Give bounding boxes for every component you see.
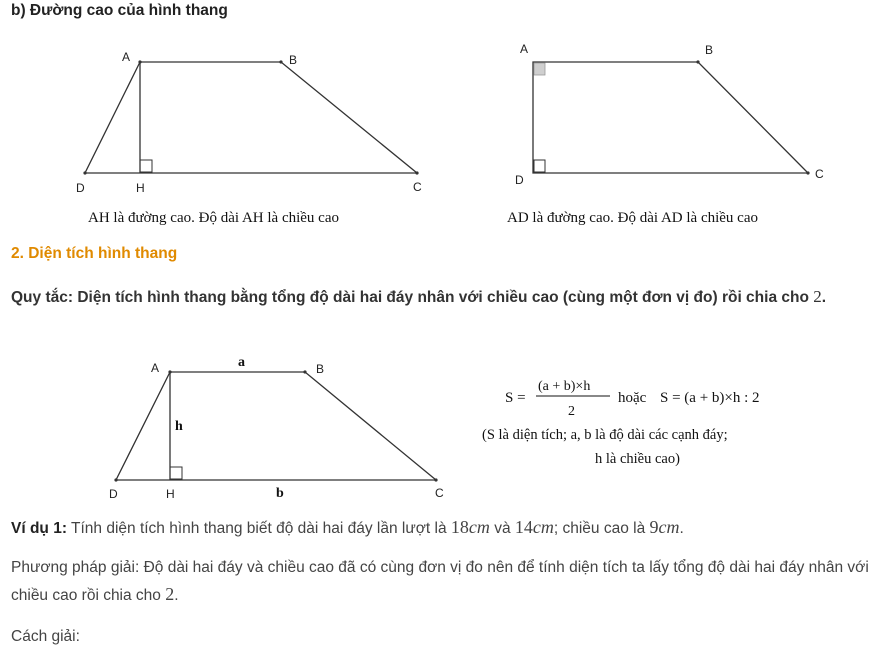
label-d: D: [515, 173, 524, 187]
label-b-vertex: B: [316, 362, 325, 376]
area-rule: Quy tắc: Diện tích hình thang bằng tổng độ dài hai đáy nhân với chiều cao (cùng một đơn vị đo) rồi chia cho 2.: [11, 287, 827, 306]
formula-note-1: (S là diện tích; a, b là độ dài các cạnh đáy;: [482, 427, 728, 443]
figure1-caption: AH là đường cao. Độ dài AH là chiều cao: [88, 210, 339, 226]
label-b: B: [289, 53, 298, 67]
label-h-foot: H: [166, 487, 175, 501]
formula-denominator: 2: [568, 404, 575, 419]
label-c: C: [815, 167, 824, 181]
right-angle-mark-a: [534, 63, 545, 75]
label-base-b: b: [276, 486, 284, 501]
label-height-h: h: [175, 419, 183, 434]
trapezoid-abcd: [116, 372, 436, 480]
formula-numerator: (a + b)×h: [538, 379, 591, 394]
label-h: H: [136, 181, 145, 195]
label-a-vertex: A: [151, 361, 160, 375]
formula-alt: S = (a + b)×h : 2: [660, 390, 760, 406]
solution-label: Cách giải:: [11, 628, 80, 645]
formula-connector: hoặc: [618, 390, 647, 406]
label-d-vertex: D: [109, 487, 118, 501]
label-base-a: a: [238, 355, 245, 370]
right-angle-mark: [170, 467, 182, 479]
right-angle-mark: [140, 160, 152, 172]
section-title-area: 2. Diện tích hình thang: [11, 245, 178, 262]
trapezoid-abcd: [533, 62, 808, 173]
subheading-altitude: b) Đường cao của hình thang: [11, 2, 228, 19]
figure-trapezoid-altitude-ah: [70, 38, 440, 198]
formula-lhs: S =: [505, 390, 526, 406]
label-c: C: [413, 180, 422, 194]
right-angle-mark-d: [534, 160, 545, 172]
figure-right-trapezoid: [505, 38, 835, 198]
trapezoid-abcd: [85, 62, 417, 173]
area-formula: [470, 365, 850, 475]
label-b: B: [705, 43, 714, 57]
label-d: D: [76, 181, 85, 195]
solution-method: Phương pháp giải: Độ dài hai đáy và chiều cao đã có cùng đơn vị đo nên để tính diện tích ta lấy tổng độ dài hai đáy nhân với chiều cao rồi chia cho 2.: [11, 559, 869, 604]
figure2-caption: AD là đường cao. Độ dài AD là chiều cao: [507, 210, 758, 226]
figure-trapezoid-area: [100, 350, 460, 510]
label-a: A: [520, 42, 529, 56]
label-a: A: [122, 50, 131, 64]
formula-note-2: h là chiều cao): [595, 451, 680, 467]
example-1: Ví dụ 1: Tính diện tích hình thang biết độ dài hai đáy lần lượt là 18cm và 14cm; chiều cao là 9cm.: [11, 517, 684, 537]
label-c-vertex: C: [435, 486, 444, 500]
